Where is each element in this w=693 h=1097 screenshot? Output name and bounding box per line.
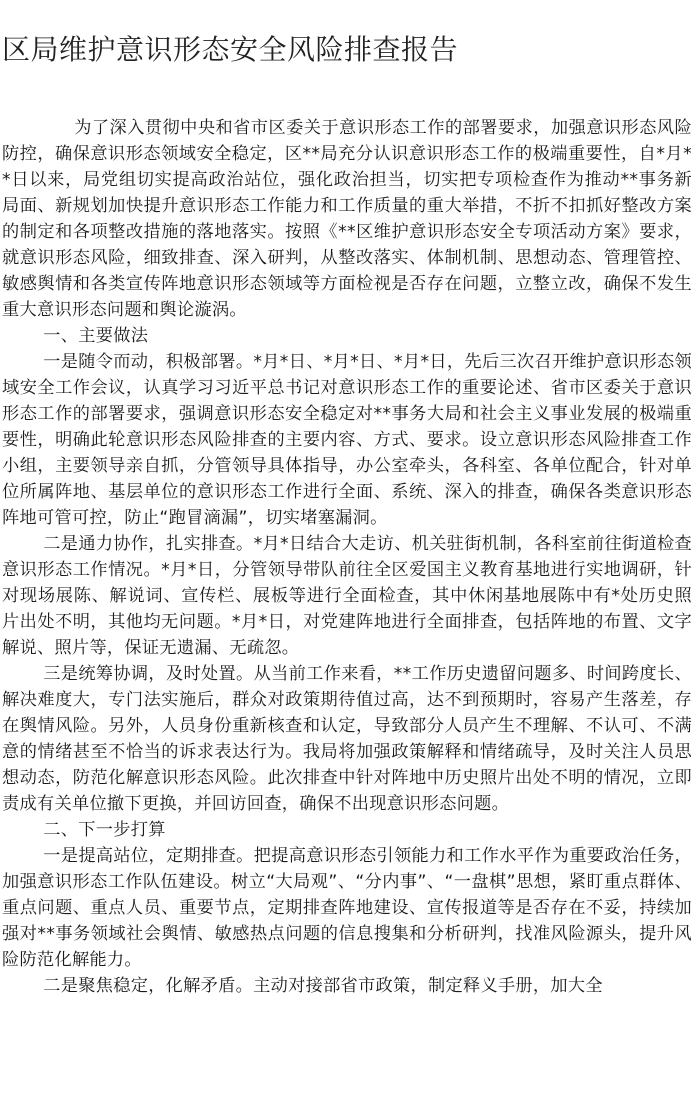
paragraph-practice-1: 一是随令而动，积极部署。*月*日、*月*日、*月*日，先后三次召开维护意识形态领域安全工作会议，认真学习习近平总书记对意识形态工作的重要论述、省市区委关于意识形态工作的部署要求，强调意识形态安全稳定对**事务大局和社会主义事业发展的极端重要性，明确此轮意识形态风险排查的主要内容、方式、要求。设立意识形态风险排查工作小组，主要领导亲自抓，分管领导具体指导，办公室牵头，各科室、各单位配合，针对单位所属阵地、基层单位的意识形态工作进行全面、系统、深入的排查，确保各类意识形态阵地可管可控，防止“跑冒滴漏”，切实堵塞漏洞。 (2, 352, 692, 528)
paragraph-practice-3: 三是统筹协调，及时处置。从当前工作来看，**工作历史遗留问题多、时间跨度长、解决难度大，专门法实施后，群众对政策期待值过高，达不到预期时，容易产生落差，存在舆情风险。另外，人员身份重新核查和认定，导致部分人员产生不理解、不认可、不满意的情绪甚至不恰当的诉求表达行为。我局将加强政策解释和情绪疏导，及时关注人员思想动态，防范化解意识形态风险。此次排查中针对阵地中历史照片出处不明的情况，立即责成有关单位撤下更换，并回访回查，确保不出现意识形态问题。 (2, 664, 692, 814)
paragraph-next-step-2: 二是聚焦稳定，化解矛盾。主动对接部省市政策，制定释义手册，加大全 (43, 976, 603, 996)
section-heading-main-practices: 一、主要做法 (43, 326, 149, 346)
document-title: 区局维护意识形态安全风险排查报告 (2, 33, 459, 66)
paragraph-practice-2: 二是通力协作，扎实排查。*月*日结合大走访、机关驻街机制，各科室前往街道检查意识形态工作情况。*月*日，分管领导带队前往全区爱国主义教育基地进行实地调研，针对现场展陈、解说词、宣传栏、展板等进行全面检查，其中休闲基地展陈中有*处历史照片出处不明，其他均无问题。*月*日，对党建阵地进行全面排查，包括阵地的布置、文字解说、照片等，保证无遗漏、无疏忽。 (2, 534, 692, 658)
intro-paragraph: 为了深入贯彻中央和省市区委关于意识形态工作的部署要求，加强意识形态风险防控，确保意识形态领域安全稳定，区**局充分认识意识形态工作的极端重要性，自*月**日以来，局党组切实提高政治站位，强化政治担当，切实把专项检查作为推动**事务新局面、新规划加快提升意识形态工作能力和工作质量的重大举措，不折不扣抓好整改方案的制定和各项整改措施的落地落实。按照《**区维护意识形态安全专项活动方案》要求，就意识形态风险，细致排查、深入研判，从整改落实、体制机制、思想动态、管理管控、敏感舆情和各类宣传阵地意识形态领域等方面检视是否存在问题，立整立改，确保不发生重大意识形态问题和舆论漩涡。 (2, 118, 692, 320)
paragraph-next-step-1: 一是提高站位，定期排查。把提高意识形态引领能力和工作水平作为重要政治任务，加强意识形态工作队伍建设。树立“大局观”、“分内事”、“一盘棋”思想，紧盯重点群体、重点问题、重点人员、重要节点，定期排查阵地建设、宣传报道等是否存在不妥，持续加强对**事务领域社会舆情、敏感热点问题的信息搜集和分析研判，找准风险源头，提升风险防范化解能力。 (2, 846, 692, 970)
document-body (2, 115, 692, 999)
section-heading-next-steps: 二、下一步打算 (43, 820, 166, 840)
